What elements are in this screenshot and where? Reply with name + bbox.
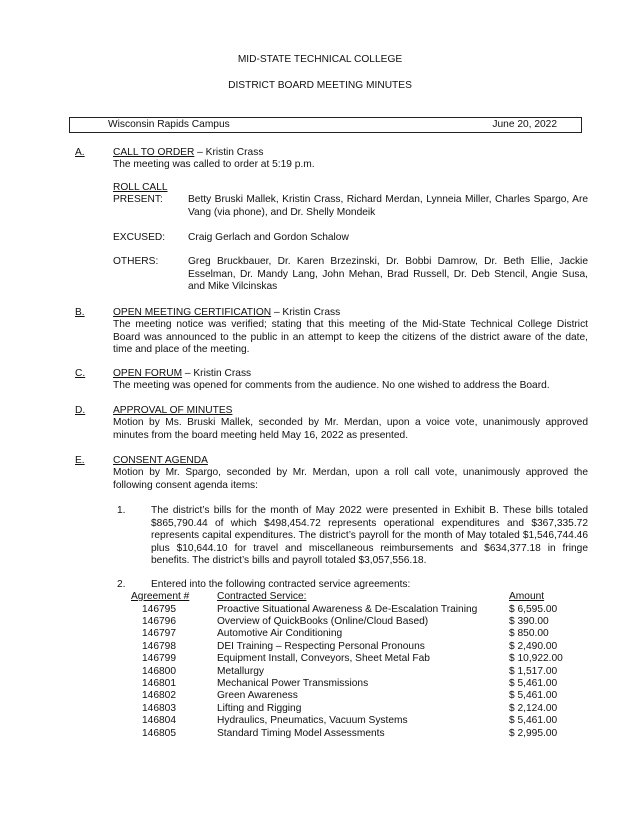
agreement-number: 146803	[142, 702, 176, 714]
section-a-title: CALL TO ORDER	[113, 147, 195, 158]
section-d-text: Motion by Ms. Bruski Mallek, seconded by Mr. Merdan, upon a voice vote, unanimously approved minutes from the board meeting held May 16, 2022 as presented.	[113, 417, 588, 441]
section-b-heading	[113, 307, 340, 320]
agreement-number: 146798	[142, 640, 176, 652]
others-label: OTHERS:	[113, 256, 159, 267]
section-b-presenter: – Kristin Crass	[271, 307, 341, 318]
amount: $ 2,995.00	[509, 727, 558, 739]
amount: $ 2,124.00	[509, 702, 558, 714]
section-e-letter: E.	[75, 455, 85, 466]
header-amount: Amount	[509, 591, 545, 602]
section-e-text: Motion by Mr. Spargo, seconded by Mr. Merdan, upon a roll call vote, unanimously approved the following consent agenda items:	[113, 467, 588, 491]
section-c-presenter: – Kristin Crass	[182, 368, 252, 379]
document-title: DISTRICT BOARD MEETING MINUTES	[228, 80, 412, 91]
excused-list: Craig Gerlach and Gordon Schalow	[188, 232, 349, 243]
item-2-number: 2.	[117, 579, 126, 590]
section-a-text: The meeting was called to order at 5:19 p.m.	[113, 159, 315, 170]
amount: $ 5,461.00	[509, 677, 558, 689]
meeting-date: June 20, 2022	[492, 119, 557, 130]
excused-label: EXCUSED:	[113, 232, 166, 243]
item-2-text: Entered into the following contracted service agreements:	[151, 579, 411, 590]
agreement-number: 146796	[142, 615, 176, 627]
amount: $ 2,490.00	[509, 640, 558, 652]
section-c-text: The meeting was opened for comments from the audience. No one wished to address the Board.	[113, 380, 550, 391]
header-agreement: Agreement #	[131, 591, 190, 602]
service-name: Green Awareness	[217, 690, 298, 702]
section-a-presenter: – Kristin Crass	[194, 147, 264, 158]
agreement-number: 146802	[142, 690, 176, 702]
section-b-letter: B.	[75, 307, 85, 318]
service-name: DEI Training – Respecting Personal Pronouns	[217, 640, 425, 652]
section-b-title: OPEN MEETING CERTIFICATION	[113, 307, 272, 318]
others-list: Greg Bruckbauer, Dr. Karen Brzezinski, Dr. Bobbi Damrow, Dr. Beth Ellie, Jackie Esselman, Dr. Mandy Lang, John Mehan, Brad Russell, Dr. Deb Stencil, Angie Susa, and Mike Vilcinskas	[188, 256, 588, 292]
amount: $ 1,517.00	[509, 665, 558, 677]
service-name: Hydraulics, Pneumatics, Vacuum Systems	[217, 715, 408, 727]
service-name: Metallurgy	[217, 665, 264, 677]
agreement-number: 146804	[142, 715, 176, 727]
service-name: Mechanical Power Transmissions	[217, 677, 369, 689]
college-name: MID-STATE TECHNICAL COLLEGE	[237, 54, 403, 65]
section-d-title: APPROVAL OF MINUTES	[113, 405, 233, 416]
item-1-text: The district’s bills for the month of May 2022 were presented in Exhibit B. These bills totaled $865,790.44 of which $498,454.72 represents operational expenditures and $367,335.72 represents capital expenditures. The district’s payroll for the month of May totaled $1,546,744.46 plus $10,644.10 for travel and miscellaneous reimbursements and $634,377.18 in fringe benefits. The district’s bills and payroll totaled $3,057,556.18.	[151, 505, 588, 566]
amount: $ 5,461.00	[509, 715, 558, 727]
header-service: Contracted Service:	[217, 591, 307, 602]
section-c-letter: C.	[75, 368, 86, 379]
section-d-letter: D.	[75, 405, 86, 416]
section-c-title: OPEN FORUM	[113, 368, 183, 379]
section-b-text: The meeting notice was verified; stating that this meeting of the Mid-State Technical College District Board was announced to the public in an attempt to keep the citizens of the district aware of the date, time and place of the meeting.	[113, 319, 588, 355]
service-name: Proactive Situational Awareness & De-Escalation Training	[217, 603, 478, 615]
agreement-number: 146800	[142, 665, 176, 677]
amount: $ 390.00	[509, 615, 549, 627]
service-name: Overview of QuickBooks (Online/Cloud Based)	[217, 615, 429, 627]
item-1-number: 1.	[117, 505, 126, 516]
agreement-number: 146795	[142, 603, 176, 615]
service-name: Equipment Install, Conveyors, Sheet Metal Fab	[217, 653, 430, 665]
amount: $ 6,595.00	[509, 603, 558, 615]
roll-call-heading: ROLL CALL	[113, 182, 168, 193]
section-d-heading	[113, 405, 232, 418]
service-name: Standard Timing Model Assessments	[217, 727, 385, 739]
present-label: PRESENT:	[113, 194, 163, 205]
amount: $ 5,461.00	[509, 690, 558, 702]
section-e-title: CONSENT AGENDA	[113, 455, 208, 466]
present-list: Betty Bruski Mallek, Kristin Crass, Richard Merdan, Lynneia Miller, Charles Spargo, Are Vang (via phone), and Dr. Shelly Mondeik	[188, 194, 588, 218]
campus-name: Wisconsin Rapids Campus	[108, 119, 230, 130]
section-a-letter: A.	[75, 147, 85, 158]
meeting-info-box	[69, 117, 582, 133]
service-name: Automotive Air Conditioning	[217, 628, 343, 640]
agreement-number: 146805	[142, 727, 176, 739]
section-c-heading	[113, 368, 251, 381]
section-e-heading	[113, 455, 208, 468]
service-name: Lifting and Rigging	[217, 702, 302, 714]
amount: $ 10,922.00	[509, 653, 563, 665]
agreement-number: 146799	[142, 653, 176, 665]
amount: $ 850.00	[509, 628, 549, 640]
agreement-number: 146797	[142, 628, 176, 640]
section-a-heading	[113, 147, 263, 160]
agreement-number: 146801	[142, 677, 176, 689]
